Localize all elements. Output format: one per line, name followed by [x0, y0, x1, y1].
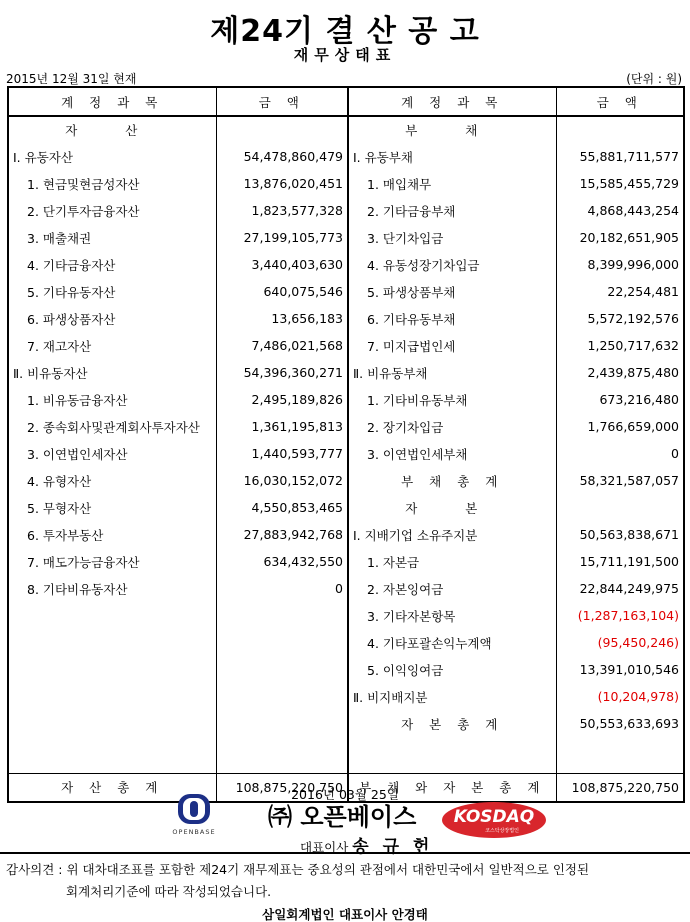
- openbase-logo-core: [190, 801, 198, 817]
- left-empty-label: [8, 737, 216, 773]
- left-empty-label: [8, 656, 216, 683]
- left-account-label: 2. 단기투자금융자산: [8, 197, 216, 224]
- left-amount-header: 금 액: [216, 87, 348, 116]
- right-account-amount: 22,844,249,975: [579, 581, 679, 596]
- auditor-name: 삼일회계법인 대표이사 안경태: [262, 907, 428, 922]
- company-name: ㈜ 오픈베이스: [268, 803, 417, 831]
- left-account-label: 1. 비유동금융자산: [8, 386, 216, 413]
- table-row: [8, 116, 684, 143]
- audit-opinion-line1: 감사의견 : 위 대차대조표를 포함한 제24기 재무제표는 중요성의 관점에서 대한민국에서 일반적으로 인정된: [6, 862, 590, 877]
- table-row: [8, 386, 684, 413]
- left-account-amount: 640,075,546: [216, 278, 348, 305]
- left-account-amount: 1,361,195,813: [216, 413, 348, 440]
- right-account-amount: 2,439,875,480: [587, 365, 679, 380]
- right-section-heading: 부 채: [348, 116, 556, 143]
- left-account-label: 2. 종속회사및관계회사투자자산: [8, 413, 216, 440]
- total-assets-label: 자 산 총 계: [8, 773, 216, 802]
- table-row: [8, 575, 684, 602]
- left-account-amount: 13,876,020,451: [216, 170, 348, 197]
- right-section-heading: 자 본: [348, 494, 556, 521]
- table-row: [8, 683, 684, 710]
- right-account-amount: 5,572,192,576: [587, 311, 679, 326]
- left-account-label: 8. 기타비유동자산: [8, 575, 216, 602]
- right-account-label: 3. 이연법인세부채: [348, 440, 556, 467]
- table-row: [8, 278, 684, 305]
- left-account-amount: 2,495,189,826: [216, 386, 348, 413]
- left-account-amount: 54,396,360,271: [216, 359, 348, 386]
- right-account-label: Ⅰ. 지배기업 소유주지분: [348, 521, 556, 548]
- left-account-label: 6. 파생상품자산: [8, 305, 216, 332]
- report-date: 2015년 12월 31일 현재: [6, 72, 137, 86]
- right-account-label: Ⅱ. 비지배지분: [348, 683, 556, 710]
- statement-subtitle: 재무상태표: [293, 46, 397, 64]
- left-empty-amount: [216, 710, 348, 737]
- table-row: [8, 710, 684, 737]
- footer-divider: [0, 852, 690, 854]
- right-account-amount: 55,881,711,577: [579, 149, 679, 164]
- right-account-amount: 4,868,443,254: [587, 203, 679, 218]
- right-account-amount: (10,204,978): [597, 689, 679, 704]
- right-account-label: 2. 장기차입금: [348, 413, 556, 440]
- left-account-amount: 27,199,105,773: [216, 224, 348, 251]
- left-section-heading: 자 산: [8, 116, 216, 143]
- left-empty-amount: [216, 656, 348, 683]
- right-account-amount: 1,250,717,632: [587, 338, 679, 353]
- right-account-amount: (95,450,246): [597, 635, 679, 650]
- right-subtotal-label: 부 채 총 계: [348, 467, 556, 494]
- left-account-amount: 27,883,942,768: [216, 521, 348, 548]
- issue-date: 2016년 03월 25일: [291, 787, 399, 802]
- table-row: [8, 359, 684, 386]
- left-account-amount: 0: [216, 575, 348, 602]
- left-account-label: 6. 투자부동산: [8, 521, 216, 548]
- table-row: [8, 170, 684, 197]
- left-account-amount: 1,823,577,328: [216, 197, 348, 224]
- unit-label: (단위 : 원): [626, 72, 682, 86]
- kosdaq-logo-subtext: 코스닥상장법인: [485, 828, 519, 834]
- right-account-amount: 673,216,480: [599, 392, 679, 407]
- left-account-label: Ⅰ. 유동자산: [8, 143, 216, 170]
- right-section-amount: [556, 494, 684, 521]
- balance-sheet-table: [7, 86, 685, 803]
- right-section-amount: [556, 116, 684, 143]
- right-account-amount: 22,254,481: [607, 284, 679, 299]
- table-header-row: [8, 87, 684, 116]
- left-empty-label: [8, 629, 216, 656]
- table-row: [8, 521, 684, 548]
- left-empty-label: [8, 602, 216, 629]
- left-account-label: 3. 매출채권: [8, 224, 216, 251]
- left-account-label: 4. 기타금융자산: [8, 251, 216, 278]
- left-account-label: 5. 기타유동자산: [8, 278, 216, 305]
- table-row: [8, 494, 684, 521]
- left-account-label: 1. 현금및현금성자산: [8, 170, 216, 197]
- left-account-amount: 4,550,853,465: [216, 494, 348, 521]
- right-account-label: Ⅰ. 유동부채: [348, 143, 556, 170]
- total-liab-equity-label: 부 채 와 자 본 총 계: [348, 773, 556, 802]
- kosdaq-logo-text: KOSDAQ: [453, 807, 535, 827]
- table-row: [8, 656, 684, 683]
- balance-sheet-body: [8, 116, 684, 802]
- left-account-label: 7. 매도가능금융자산: [8, 548, 216, 575]
- right-account-label: 5. 이익잉여금: [348, 656, 556, 683]
- table-row-spacer: [8, 737, 684, 773]
- table-row: [8, 332, 684, 359]
- right-account-amount: (1,287,163,104): [577, 608, 679, 623]
- left-account-amount: 54,478,860,479: [216, 143, 348, 170]
- left-empty-label: [8, 683, 216, 710]
- table-row: [8, 143, 684, 170]
- right-account-label: 2. 기타금융부채: [348, 197, 556, 224]
- left-account-amount: 3,440,403,630: [216, 251, 348, 278]
- right-account-label: 6. 기타유동부채: [348, 305, 556, 332]
- left-empty-amount: [216, 737, 348, 773]
- right-empty-label: [348, 737, 556, 773]
- table-row: [8, 629, 684, 656]
- table-row: [8, 548, 684, 575]
- right-subtotal-label: 자 본 총 계: [348, 710, 556, 737]
- kosdaq-logo: [440, 800, 548, 840]
- right-account-amount: 15,711,191,500: [579, 554, 679, 569]
- left-account-label: 4. 유형자산: [8, 467, 216, 494]
- rep-name: 송 규 헌: [352, 837, 434, 857]
- table-row: [8, 602, 684, 629]
- left-account-label: 7. 재고자산: [8, 332, 216, 359]
- page-title: 제24기 결 산 공 고: [210, 14, 480, 49]
- table-row: [8, 251, 684, 278]
- left-account-label: 5. 무형자산: [8, 494, 216, 521]
- left-account-amount: 1,440,593,777: [216, 440, 348, 467]
- left-account-amount: 16,030,152,072: [216, 467, 348, 494]
- right-account-label: 2. 자본잉여금: [348, 575, 556, 602]
- left-empty-amount: [216, 602, 348, 629]
- right-account-label: Ⅱ. 비유동부채: [348, 359, 556, 386]
- right-account-label: 7. 미지급법인세: [348, 332, 556, 359]
- left-empty-amount: [216, 683, 348, 710]
- left-account-header: 계 정 과 목: [8, 87, 216, 116]
- left-empty-label: [8, 710, 216, 737]
- table-row: [8, 197, 684, 224]
- right-account-label: 1. 매입채무: [348, 170, 556, 197]
- rep-title: 대표이사: [300, 840, 349, 855]
- audit-opinion-line2: 회계처리기준에 따라 작성되었습니다.: [66, 884, 272, 899]
- right-account-label: 1. 기타비유동부채: [348, 386, 556, 413]
- left-account-label: Ⅱ. 비유동자산: [8, 359, 216, 386]
- right-account-amount: 0: [671, 446, 679, 461]
- table-row: [8, 224, 684, 251]
- right-empty-amount: [556, 737, 684, 773]
- right-account-amount: 1,766,659,000: [587, 419, 679, 434]
- total-assets-amount: 108,875,220,750: [216, 773, 348, 802]
- total-liab-equity-amount: 108,875,220,750: [556, 773, 684, 802]
- left-account-amount: 13,656,183: [216, 305, 348, 332]
- right-account-label: 4. 유동성장기차입금: [348, 251, 556, 278]
- right-account-label: 3. 단기차입금: [348, 224, 556, 251]
- table-row: [8, 413, 684, 440]
- right-account-label: 3. 기타자본항목: [348, 602, 556, 629]
- right-account-label: 4. 기타포괄손익누계액: [348, 629, 556, 656]
- right-account-header: 계 정 과 목: [348, 87, 556, 116]
- right-amount-header: 금 액: [556, 87, 684, 116]
- right-account-amount: 20,182,651,905: [579, 230, 679, 245]
- table-row: [8, 440, 684, 467]
- right-subtotal-amount: 50,553,633,693: [579, 716, 679, 731]
- right-account-amount: 50,563,838,671: [579, 527, 679, 542]
- right-account-label: 1. 자본금: [348, 548, 556, 575]
- right-account-label: 5. 파생상품부채: [348, 278, 556, 305]
- right-subtotal-amount: 58,321,587,057: [579, 473, 679, 488]
- table-row: [8, 467, 684, 494]
- left-account-amount: 7,486,021,568: [216, 332, 348, 359]
- openbase-logo-text: OPENBASE: [172, 828, 216, 836]
- left-empty-amount: [216, 629, 348, 656]
- table-row: [8, 305, 684, 332]
- openbase-logo: [162, 792, 226, 838]
- left-account-amount: 634,432,550: [216, 548, 348, 575]
- right-account-amount: 13,391,010,546: [579, 662, 679, 677]
- left-account-label: 3. 이연법인세자산: [8, 440, 216, 467]
- left-section-amount: [216, 116, 348, 143]
- right-account-amount: 8,399,996,000: [587, 257, 679, 272]
- right-account-amount: 15,585,455,729: [579, 176, 679, 191]
